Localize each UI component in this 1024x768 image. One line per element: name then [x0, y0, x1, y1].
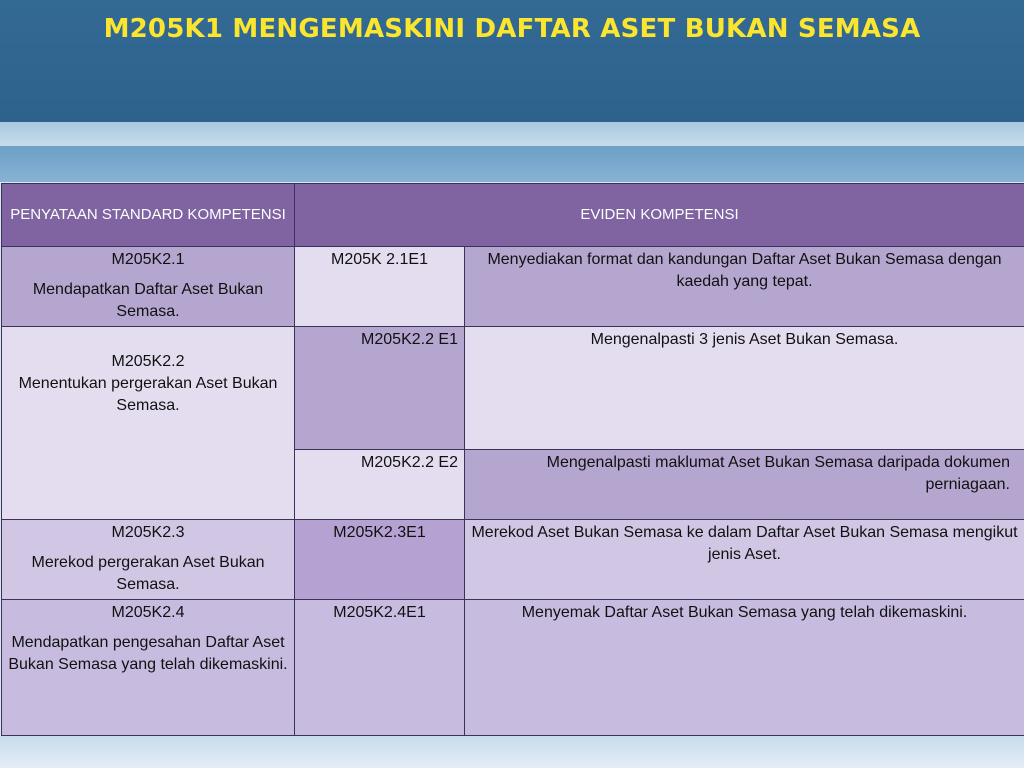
evidence-desc-cell: Mengenalpasti 3 jenis Aset Bukan Semasa.: [465, 327, 1024, 450]
evidence-desc-cell: Menyemak Daftar Aset Bukan Semasa yang telah dikemaskini.: [465, 600, 1024, 736]
header-standard: PENYATAAN STANDARD KOMPETENSI: [2, 184, 295, 247]
competency-table: [1, 183, 1024, 736]
slide-title: M205K1 MENGEMASKINI DAFTAR ASET BUKAN SEMASA: [103, 14, 921, 44]
header-evidence: EVIDEN KOMPETENSI: [295, 184, 1024, 247]
title-banner: [0, 0, 1024, 122]
standard-code: M205K2.1: [111, 251, 185, 268]
decorative-band-light: [0, 122, 1024, 146]
table-header-row: [2, 184, 1024, 247]
evidence-code-cell: M205K2.4E1: [295, 600, 465, 736]
standard-code: M205K2.3: [111, 524, 185, 541]
evidence-code-cell: M205K2.2 E2: [295, 450, 465, 520]
evidence-desc-cell: Merekod Aset Bukan Semasa ke dalam Daftar Aset Bukan Semasa mengikut jenis Aset.: [465, 520, 1024, 600]
standard-desc: Mendapatkan Daftar Aset Bukan Semasa.: [32, 281, 264, 320]
standard-cell: [2, 247, 295, 327]
table-row: [2, 520, 1024, 600]
evidence-code-cell: M205K 2.1E1: [295, 247, 465, 327]
table-row: [2, 327, 1024, 450]
table-row: [2, 247, 1024, 327]
standard-code: M205K2.4: [111, 604, 185, 621]
standard-cell: [2, 327, 295, 520]
evidence-desc-cell: Mengenalpasti maklumat Aset Bukan Semasa daripada dokumen perniagaan.: [465, 450, 1024, 520]
standard-cell: [2, 520, 295, 600]
table-row: [2, 600, 1024, 736]
decorative-band-blue: [0, 146, 1024, 182]
standard-desc: Merekod pergerakan Aset Bukan Semasa.: [31, 554, 265, 593]
standard-desc: Menentukan pergerakan Aset Bukan Semasa.: [18, 375, 278, 414]
evidence-code-cell: M205K2.2 E1: [295, 327, 465, 450]
evidence-desc-cell: Menyediakan format dan kandungan Daftar Aset Bukan Semasa dengan kaedah yang tepat.: [465, 247, 1024, 327]
evidence-code-cell: M205K2.3E1: [295, 520, 465, 600]
standard-code: M205K2.2: [111, 353, 185, 370]
standard-cell: [2, 600, 295, 736]
standard-desc: Mendapatkan pengesahan Daftar Aset Bukan Semasa yang telah dikemaskini.: [8, 634, 288, 673]
decorative-band-bottom: [0, 736, 1024, 768]
